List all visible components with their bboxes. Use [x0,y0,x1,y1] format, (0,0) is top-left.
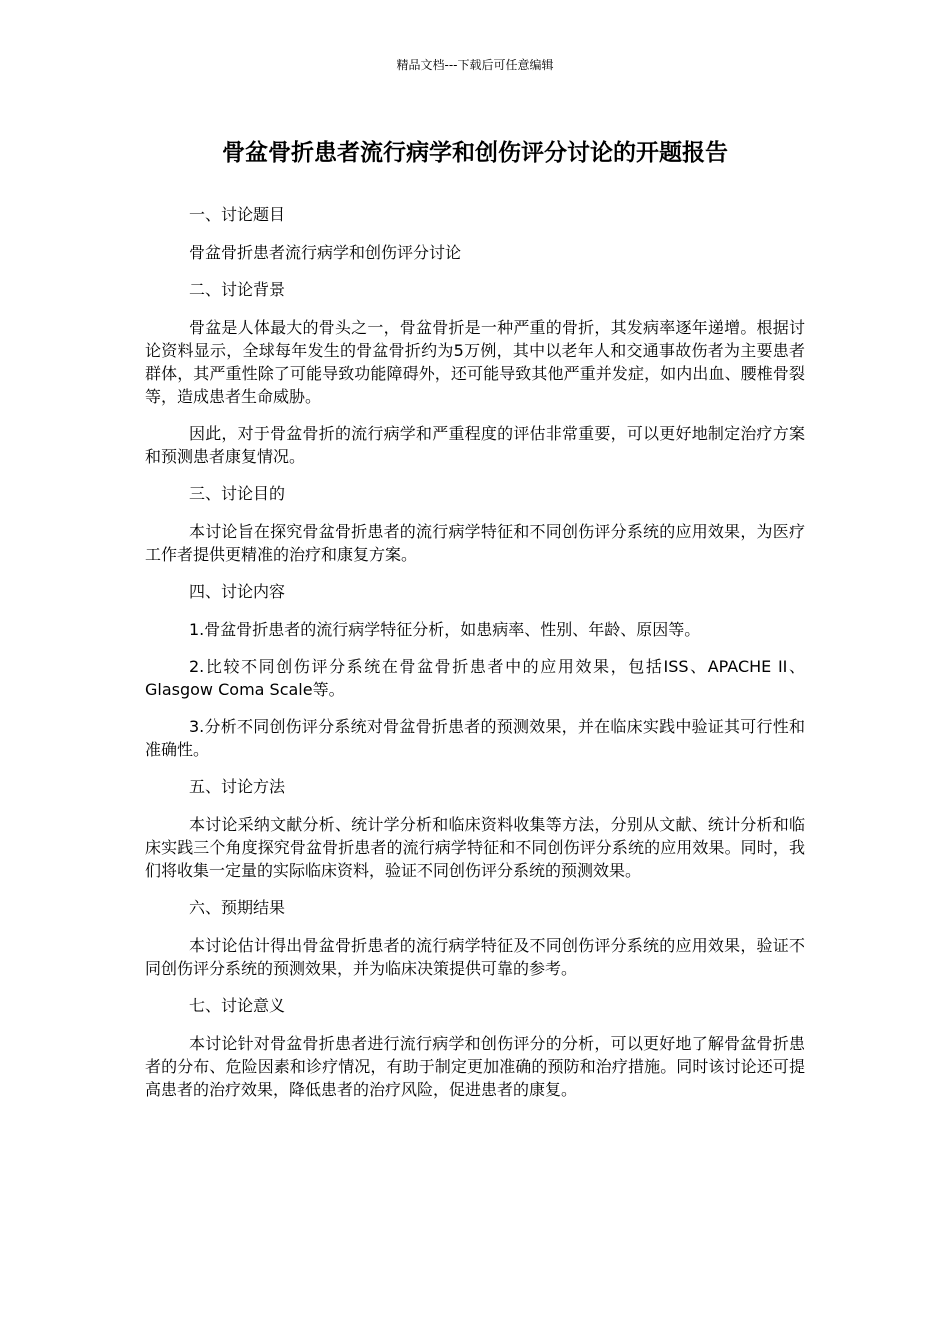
paragraph-topic: 骨盆骨折患者流行病学和创伤评分讨论 [189,243,462,262]
section-heading-expected-results: 六、预期结果 [189,898,286,917]
paragraph-purpose: 本讨论旨在探究骨盆骨折患者的流行病学特征和不同创伤评分系统的应用效果，为医疗工作者提供更精准的治疗和康复方案。 [145,522,805,564]
section-heading-background: 二、讨论背景 [189,280,286,299]
document-title: 骨盆骨折患者流行病学和创伤评分讨论的开题报告 [222,140,728,166]
section-heading-content: 四、讨论内容 [189,582,286,601]
section-heading-method: 五、讨论方法 [189,777,286,796]
paragraph-method: 本讨论采纳文献分析、统计学分析和临床资料收集等方法，分别从文献、统计分析和临床实践三个角度探究骨盆骨折患者的流行病学特征和不同创伤评分系统的应用效果。同时，我们将收集一定量的实际临床资料，验证不同创伤评分系统的预测效果。 [145,815,805,880]
paragraph-expected-results: 本讨论估计得出骨盆骨折患者的流行病学特征及不同创伤评分系统的应用效果，验证不同创伤评分系统的预测效果，并为临床决策提供可靠的参考。 [145,936,805,978]
paragraph-background-conclusion: 因此，对于骨盆骨折的流行病学和严重程度的评估非常重要，可以更好地制定治疗方案和预测患者康复情况。 [145,424,805,466]
list-item-content-1: 1.骨盆骨折患者的流行病学特征分析，如患病率、性别、年龄、原因等。 [189,620,701,639]
list-item-content-2: 2.比较不同创伤评分系统在骨盆骨折患者中的应用效果，包括ISS、APACHE II、Glasgow Coma Scale等。 [145,657,805,699]
document-body [145,203,805,1115]
section-heading-significance: 七、讨论意义 [189,996,286,1015]
paragraph-significance: 本讨论针对骨盆骨折患者进行流行病学和创伤评分的分析，可以更好地了解骨盆骨折患者的分布、危险因素和诊疗情况，有助于制定更加准确的预防和治疗措施。同时该讨论还可提高患者的治疗效果，降低患者的治疗风险，促进患者的康复。 [145,1034,805,1099]
list-item-content-3: 3.分析不同创伤评分系统对骨盆骨折患者的预测效果，并在临床实践中验证其可行性和准确性。 [145,717,805,759]
page-header: 精品文档---下载后可任意编辑 [396,58,554,72]
paragraph-background: 骨盆是人体最大的骨头之一，骨盆骨折是一种严重的骨折，其发病率逐年递增。根据讨论资料显示，全球每年发生的骨盆骨折约为5万例，其中以老年人和交通事故伤者为主要患者群体，其严重性除了可能导致功能障碍外，还可能导致其他严重并发症，如内出血、腰椎骨裂等，造成患者生命威胁。 [145,318,805,406]
section-heading-purpose: 三、讨论目的 [189,484,286,503]
section-heading-topic: 一、讨论题目 [189,205,286,224]
